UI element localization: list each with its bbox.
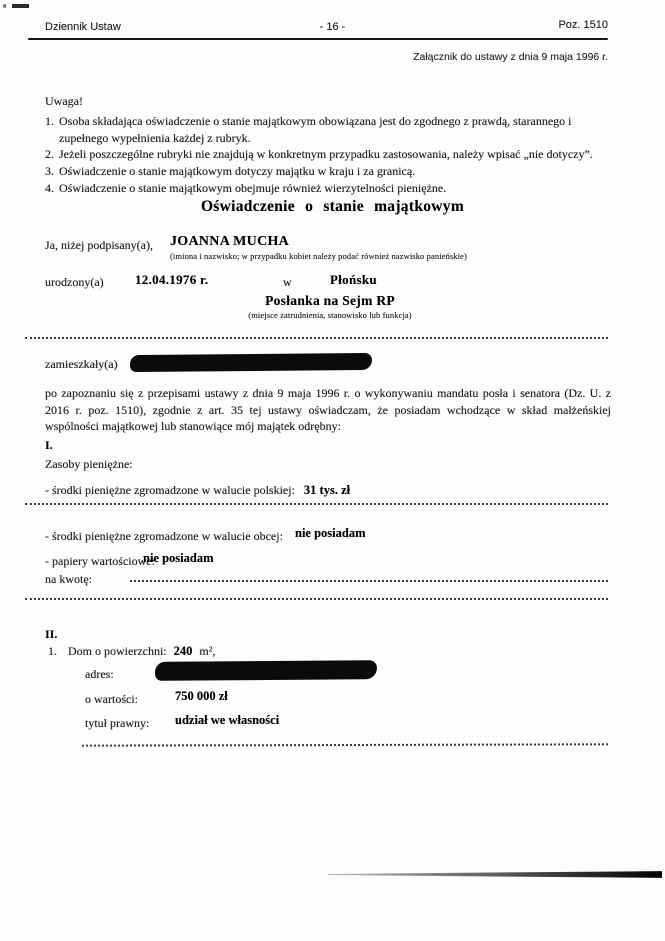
employment-position: Posłanka na Sejm RP bbox=[265, 293, 395, 308]
fill-in-dotted-line bbox=[25, 337, 608, 339]
notice-item-number: 2. bbox=[45, 147, 54, 162]
scan-artifact-bottom-right bbox=[328, 871, 662, 878]
born-label: urodzony(a) bbox=[45, 275, 104, 289]
fill-in-dotted-line bbox=[25, 598, 608, 600]
notice-item bbox=[45, 180, 610, 197]
header-rule bbox=[28, 38, 608, 40]
section2-number: II. bbox=[45, 627, 58, 641]
notice-item-text: Osoba składająca oświadczenie o stanie majątkowym obowiązana jest do zgodnego z prawdą, starannego i zupełnego wypełnienia każdej z rubryk. bbox=[59, 113, 572, 145]
notice-item-number: 1. bbox=[45, 113, 54, 128]
securities-value: nie posiadam bbox=[143, 551, 214, 565]
foreign-currency-label: - środki pieniężne zgromadzone w walucie obcej: bbox=[45, 529, 283, 543]
notice-item bbox=[45, 113, 610, 147]
document-title: Oświadczenie o stanie majątkowym bbox=[200, 198, 465, 215]
notice-block bbox=[45, 93, 610, 197]
intro-label: Ja, niżej podpisany(a), bbox=[45, 238, 153, 252]
legal-title-value: udział we własności bbox=[175, 713, 280, 727]
value-label: o wartości: bbox=[85, 692, 138, 706]
notice-item-number: 4. bbox=[45, 180, 54, 195]
fill-in-dotted-line bbox=[130, 580, 608, 582]
birth-place: Płońsku bbox=[330, 272, 377, 287]
section1-number: I. bbox=[45, 438, 53, 452]
notice-item-text: Oświadczenie o stanie majątkowym obejmuje również wierzytelności pieniężne. bbox=[59, 180, 447, 195]
house-label: Dom o powierzchni: bbox=[68, 644, 167, 658]
address-label: adres: bbox=[85, 667, 114, 681]
position-reference: Poz. 1510 bbox=[558, 19, 608, 31]
notice-item-text: Jeżeli poszczególne rubryki nie znajdują w konkretnym przypadku zastosowania, należy wpisać „nie dotyczy”. bbox=[59, 147, 593, 162]
journal-name: Dziennik Ustaw bbox=[45, 21, 121, 33]
page-number: - 16 - bbox=[319, 21, 346, 33]
house-area-unit: m², bbox=[199, 644, 216, 658]
attachment-note: Załącznik do ustawy z dnia 9 maja 1996 r. bbox=[413, 51, 608, 63]
foreign-currency-value: nie posiadam bbox=[295, 526, 366, 540]
declaration-paragraph: po zapoznaniu się z przepisami ustawy z dnia 9 maja 1996 r. o wykonywaniu mandatu posła i senatora (Dz. U. z 2016 r. poz. 1510), zgodnie z art. 35 tej ustawy oświadczam, że posiadam wchodzące w skład małżeńskiej wspólności majątkowej lub stanowiące mój majątek odrębny: bbox=[45, 386, 611, 433]
polish-currency-label: - środki pieniężne zgromadzone w walucie polskiej: bbox=[45, 483, 295, 497]
position-caption: (miejsce zatrudnienia, stanowisko lub funkcja) bbox=[248, 310, 412, 320]
name-caption: (imiona i nazwisko; w przypadku kobiet należy podać również nazwisko panieńskie) bbox=[170, 251, 467, 261]
in-label: w bbox=[283, 275, 292, 289]
notice-item bbox=[45, 146, 610, 163]
legal-title-label: tytuł prawny: bbox=[85, 716, 150, 730]
notice-item bbox=[45, 163, 610, 180]
redaction-bar-residence bbox=[130, 353, 372, 372]
redaction-bar-address bbox=[155, 660, 377, 681]
amount-label: na kwotę: bbox=[45, 572, 92, 586]
notice-title: Uwaga! bbox=[45, 94, 83, 108]
fill-in-dotted-line bbox=[25, 503, 608, 505]
residence-label: zamieszkały(a) bbox=[45, 357, 118, 371]
section1-heading: Zasoby pieniężne: bbox=[45, 457, 133, 471]
house-item-number: 1. bbox=[48, 644, 57, 658]
fill-in-dotted-line bbox=[82, 743, 608, 746]
house-row bbox=[48, 643, 215, 660]
house-value: 750 000 zł bbox=[175, 689, 228, 703]
house-area-value: 240 bbox=[173, 644, 193, 658]
birth-date: 12.04.1976 r. bbox=[135, 272, 209, 287]
notice-item-number: 3. bbox=[45, 164, 54, 179]
scan-artifact-top-left bbox=[3, 4, 43, 8]
polish-currency-value: 31 tys. zł bbox=[303, 483, 351, 497]
securities-label: - papiery wartościowe: bbox=[45, 554, 155, 568]
declarant-name: JOANNA MUCHA bbox=[170, 234, 290, 249]
polish-currency-row bbox=[45, 482, 350, 499]
notice-item-text: Oświadczenie o stanie majątkowym dotyczy majątku w kraju i za granicą. bbox=[59, 164, 416, 179]
